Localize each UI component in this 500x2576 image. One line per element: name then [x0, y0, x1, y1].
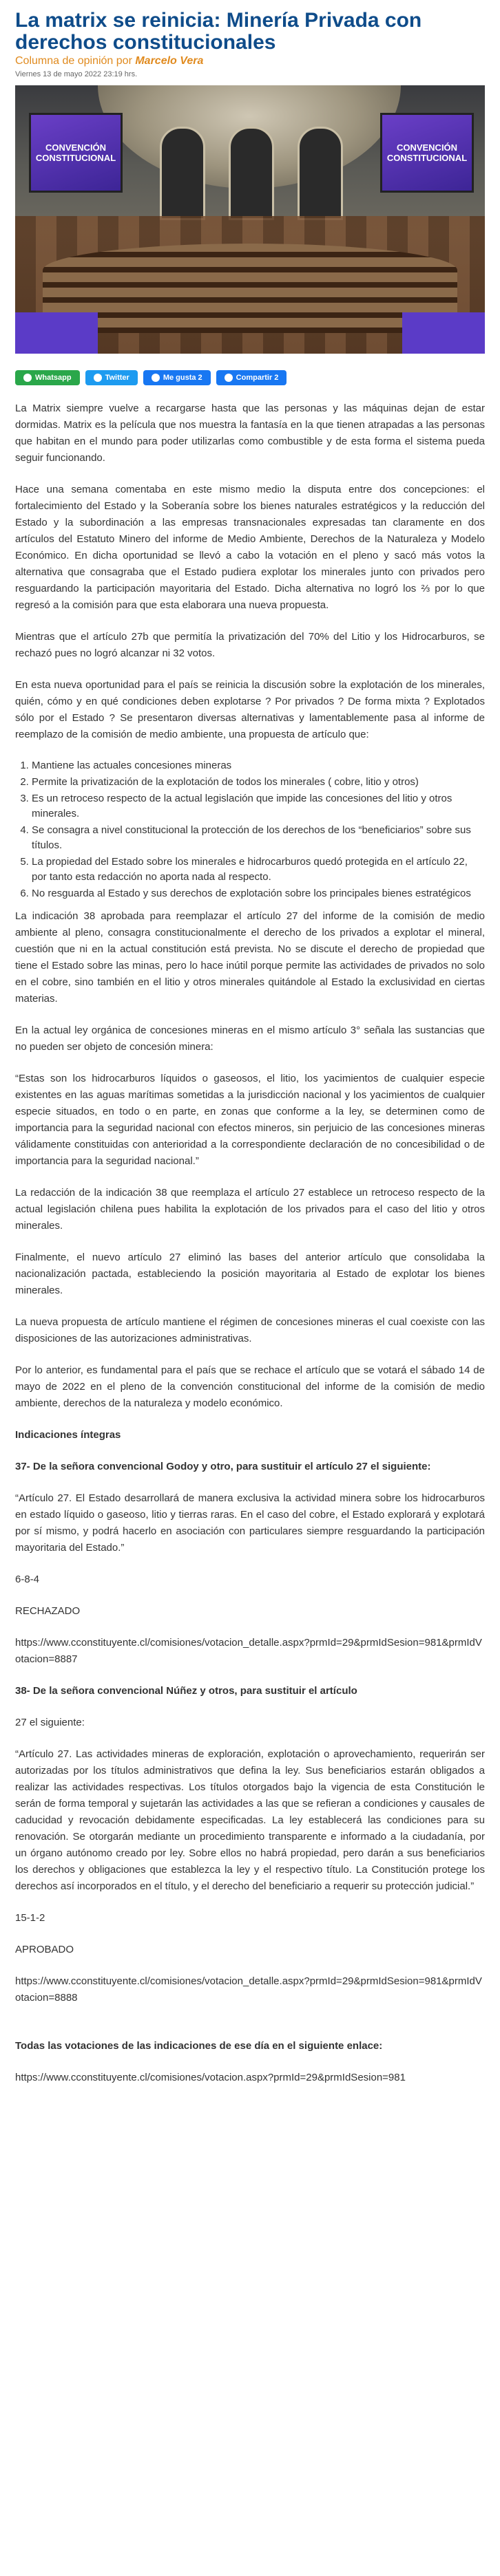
- indication-37-heading: 37- De la señora convencional Godoy y otro, para sustituir el artículo 27 el siguiente:: [15, 1461, 431, 1472]
- byline-prefix: Columna de opinión por: [15, 55, 136, 67]
- author-link[interactable]: Marcelo Vera: [135, 55, 204, 67]
- hero-arch: [298, 127, 343, 220]
- facebook-label: Compartir 2: [236, 374, 279, 382]
- hero-purple-banner: [402, 312, 485, 354]
- paragraph: La nueva propuesta de artículo mantiene el régimen de concesiones mineras el cual coexiste con las disposiciones de las autorizaciones administrativas.: [15, 1316, 485, 1344]
- hero-seating: [43, 244, 457, 333]
- whatsapp-share-button[interactable]: [15, 370, 80, 385]
- hero-screen-left: [29, 113, 123, 193]
- indication-38-heading: 38- De la señora convencional Núñez y otros, para sustituir el artículo: [15, 1685, 357, 1697]
- problems-list: [15, 758, 485, 901]
- hero-arch: [160, 127, 205, 220]
- indication-37-votes: 6-8-4: [15, 1574, 40, 1585]
- paragraph: En la actual ley orgánica de concesiones mineras en el mismo artículo 3° señala las sustancias que no pueden ser objeto de concesión minera:: [15, 1024, 485, 1053]
- whatsapp-icon: [23, 374, 32, 382]
- paragraph: Hace una semana comentaba en este mismo medio la disputa entre dos concepciones: el fortalecimiento del Estado y la Soberanía sobre los bienes naturales estratégicos y la reducción del Estado y la subordinación a las empresas transnacionales expresadas tan claramente en dos artículos del Estatuto Minero del informe de Medio Ambiente, Derechos de la Naturaleza y Modelo Económico. En dicha oportunidad se llevó a cabo la votación en el pleno y sacó más votos la alternativa que consagraba que el Estado pudiera explotar los minerales junto con privados pero resguardando la participación mayoritaria del Estado. Dicha alternativa no logró los ⅔ por lo que regresó a la comisión para que esta elaborara una nueva propuesta.: [15, 484, 485, 611]
- list-item: 4. Se consagra a nivel constitucional la protección de los derechos de los “beneficiarios” sobre sus títulos.: [32, 823, 485, 853]
- paragraph: Por lo anterior, es fundamental para el país que se rechace el artículo que se votará el sábado 14 de mayo de 2022 en el pleno de la convención constitucional del informe de la comisión de medio ambiente, derechos de la naturaleza y modelo económico.: [15, 1364, 485, 1409]
- thumbs-up-icon: [152, 374, 160, 382]
- paragraph: La Matrix siempre vuelve a recargarse hasta que las personas y las máquinas dejan de estar dormidas. Matrix es la película que nos muestra la fantasía en la que tienen atrapadas a las personas que habitan en el mundo para poder utilizarlas como combustible y de esta forma el sistema pueda seguir funcionando.: [15, 402, 485, 464]
- quote-paragraph: “Estas son los hidrocarburos líquidos o gaseosos, el litio, los yacimientos de cualquier especie existentes en las aguas marítimas sometidas a la jurisdicción nacional y los yacimientos de cualquier especie situados, en todo o en parte, en zonas que conforme a la ley, se determinen como de importancia para la seguridad nacional con efectos mineros, sin perjuicio de las concesiones mineras válidamente constituidas con anterioridad a la correspondiente declaración de no concesibilidad o de importancia para la seguridad nacional.”: [15, 1073, 485, 1167]
- indication-38-votes: 15-1-2: [15, 1912, 45, 1924]
- hero-screen-left-label: CONVENCIÓN CONSTITUCIONAL: [35, 142, 116, 163]
- indication-37-result: RECHAZADO: [15, 1605, 81, 1617]
- paragraph: Finalmente, el nuevo artículo 27 eliminó las bases del anterior artículo que consolidaba la nacionalización pactada, estableciendo la posición mayoritaria al Estado de explotar los bienes minerales.: [15, 1252, 485, 1296]
- facebook-icon: [225, 374, 233, 382]
- twitter-label: Twitter: [105, 374, 129, 382]
- hero-screen-right-label: CONVENCIÓN CONSTITUCIONAL: [386, 142, 468, 163]
- list-item: 2. Permite la privatización de la explotación de todos los minerales ( cobre, litio y otros): [32, 775, 485, 790]
- list-item: 6. No resguarda al Estado y sus derechos de explotación sobre los principales bienes estratégicos: [32, 886, 485, 901]
- section-heading: Indicaciones íntegras: [15, 1429, 121, 1441]
- paragraph: La indicación 38 aprobada para reemplazar el artículo 27 del informe de la comisión de medio ambiente al pleno, consagra constitucionalmente el derecho de los privados a explotar el mineral, cuestión que ni en la actual constitución está prevista. No se discute el derecho de propiedad que tiene el Estado sobre las minas, pero lo hace inútil porque permite las actividades de privados no solo en el cobre, sino también en el litio y otros minerales quitándole al Estado la exclusividad en ciertas materias.: [15, 910, 485, 1005]
- article-title: La matrix se reinicia: Minería Privada con derechos constitucionales: [15, 9, 422, 54]
- twitter-icon: [94, 374, 102, 382]
- byline: [15, 55, 485, 67]
- paragraph: La redacción de la indicación 38 que reemplaza el artículo 27 establece un retroceso respecto de la actual legislación chilena pues habilita la explotación de los privados para el caso del litio y otros minerales.: [15, 1187, 485, 1232]
- indication-37-link[interactable]: https://www.cconstituyente.cl/comisiones/votacion_detalle.aspx?prmId=29&prmIdSesion=981&prmIdVotacion=8887: [15, 1637, 482, 1665]
- share-bar: [15, 370, 485, 385]
- list-item: 5. La propiedad del Estado sobre los minerales e hidrocarburos quedó protegida en el artículo 22, por tanto esta redacción no aporta nada al respecto.: [32, 855, 485, 885]
- like-button[interactable]: [143, 370, 211, 385]
- twitter-share-button[interactable]: [85, 370, 138, 385]
- indication-38-result: APROBADO: [15, 1944, 74, 1955]
- publish-date: Viernes 13 de mayo 2022 23:19 hrs.: [15, 70, 138, 78]
- paragraph: Mientras que el artículo 27b que permitía la privatización del 70% del Litio y los Hidrocarburos, se rechazó pues no logró alcanzar ni 32 votos.: [15, 631, 485, 659]
- list-item: 1. Mantiene las actuales concesiones mineras: [32, 758, 485, 773]
- all-votes-link[interactable]: https://www.cconstituyente.cl/comisiones/votacion.aspx?prmId=29&prmIdSesion=981: [15, 2072, 406, 2083]
- paragraph: En esta nueva oportunidad para el país se reinicia la discusión sobre la explotación de los minerales, quién, cómo y en qué condiciones deben explotarse ? Por privados ? De forma mixta ? Explotados sólo por el Estado ? Se presentaron diversas alternativas y lamentablemente pasa al informe de reemplazo de la comisión de medio ambiente, una propuesta de artículo que:: [15, 679, 485, 740]
- indication-38-heading-cont: 27 el siguiente:: [15, 1717, 85, 1728]
- hero-image: [15, 85, 485, 354]
- hero-arch: [229, 127, 274, 220]
- indication-38-link[interactable]: https://www.cconstituyente.cl/comisiones/votacion_detalle.aspx?prmId=29&prmIdSesion=981&prmIdVotacion=8888: [15, 1975, 482, 2004]
- facebook-share-button[interactable]: [216, 370, 287, 385]
- indication-38-quote: “Artículo 27. Las actividades mineras de exploración, explotación o aprovechamiento, requerirán ser autorizadas por los títulos administrativos que defina la ley. Sus beneficiarios estarán obligados a realizar las actividades respectivas. Los títulos otorgados bajo la vigencia de esta Constitución le serán de forma temporal y sujetarán las actividades a las que se refieran a condiciones y causales de caducidad y revocación debidamente especificadas. La ley establecerá las condiciones para su renovación. Se otorgarán mediante un procedimiento transparente e informado a la ciudadanía, por un órgano autónomo creado por ley. Sobre ellos no habrá propiedad, pero darán a sus beneficiarios los derechos y obligaciones que establezca la ley y el respectivo título. La Constitución protege los derechos así incorporados en el título, y el derecho del beneficiario a requerir su protección judicial.”: [15, 1748, 485, 1892]
- like-label: Me gusta 2: [163, 374, 202, 382]
- whatsapp-label: Whatsapp: [35, 374, 72, 382]
- indication-37-quote: “Artículo 27. El Estado desarrollará de manera exclusiva la actividad minera sobre los hidrocarburos en estado líquido o gaseoso, litio y tierras raras. En el caso del cobre, el Estado explorará y explotará por sí mismo, y podrá hacerlo en asociación con particulares siempre resguardando la participación mayoritaria del Estado.”: [15, 1492, 485, 1554]
- hero-screen-right: [380, 113, 474, 193]
- all-votes-heading: Todas las votaciones de las indicaciones de ese día en el siguiente enlace:: [15, 2040, 383, 2052]
- list-item: 3. Es un retroceso respecto de la actual legislación que impide las concesiones del litio y otros minerales.: [32, 791, 485, 822]
- hero-purple-banner: [15, 312, 98, 354]
